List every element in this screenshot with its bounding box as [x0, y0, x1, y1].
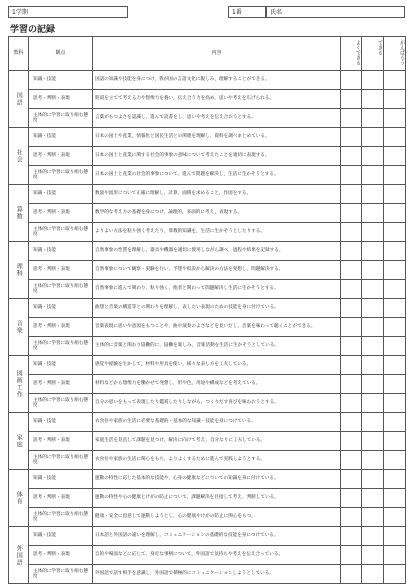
viewpoint-cell: 思考・判断・表現	[29, 204, 93, 223]
content-cell: 音楽表現に思いや意図をもつことや，曲や演奏のよさなどを見いだし，音楽を味わって聴くことができる。	[93, 318, 341, 337]
eval-cell-good[interactable]	[362, 489, 384, 508]
eval-cell-effort[interactable]	[384, 318, 406, 337]
viewpoint-cell: 知識・技能	[29, 470, 93, 489]
eval-cell-excellent[interactable]	[341, 223, 362, 242]
eval-cell-effort[interactable]	[384, 451, 406, 470]
content-cell: 自然事象に進んで関わり，粘り強く，他者と関わって問題解決し生活に生かそうとする。	[93, 280, 341, 299]
eval-cell-effort[interactable]	[384, 166, 406, 185]
record-row	[9, 470, 406, 489]
eval-cell-good[interactable]	[362, 318, 384, 337]
eval-cell-effort[interactable]	[384, 71, 406, 90]
eval-cell-excellent[interactable]	[341, 147, 362, 166]
eval-header-excellent: よくできる	[341, 37, 362, 71]
eval-cell-good[interactable]	[362, 413, 384, 432]
viewpoint-cell: 主体的に学習に取り組む態度	[29, 451, 93, 470]
eval-cell-good[interactable]	[362, 508, 384, 527]
record-row	[9, 204, 406, 223]
viewpoint-cell: 知識・技能	[29, 71, 93, 90]
record-row	[9, 223, 406, 242]
eval-cell-excellent[interactable]	[341, 261, 362, 280]
viewpoint-cell: 知識・技能	[29, 356, 93, 375]
eval-cell-good[interactable]	[362, 527, 384, 546]
eval-cell-excellent[interactable]	[341, 508, 362, 527]
record-row	[9, 337, 406, 356]
eval-cell-excellent[interactable]	[341, 470, 362, 489]
content-cell: 運動の特性に応じた基本的な技能や，心身の健康などについての知識を身に付けている。	[93, 470, 341, 489]
content-cell: 自分の思いをもって表現したり鑑賞したりしながら，つくりだす喜びを味わおうとする。	[93, 394, 341, 413]
record-row	[9, 90, 406, 109]
eval-cell-effort[interactable]	[384, 337, 406, 356]
eval-cell-good[interactable]	[362, 451, 384, 470]
viewpoint-cell: 主体的に学習に取り組む態度	[29, 508, 93, 527]
eval-cell-excellent[interactable]	[341, 356, 362, 375]
eval-cell-effort[interactable]	[384, 261, 406, 280]
viewpoint-cell: 思考・判断・表現	[29, 90, 93, 109]
eval-cell-effort[interactable]	[384, 90, 406, 109]
eval-cell-good[interactable]	[362, 261, 384, 280]
eval-cell-excellent[interactable]	[341, 565, 362, 584]
record-row	[9, 185, 406, 204]
eval-cell-effort[interactable]	[384, 470, 406, 489]
eval-cell-effort[interactable]	[384, 489, 406, 508]
viewpoint-header: 観点	[29, 37, 93, 71]
class-number-box: 1番	[228, 6, 266, 18]
eval-cell-effort[interactable]	[384, 109, 406, 128]
eval-cell-excellent[interactable]	[341, 432, 362, 451]
viewpoint-cell: 思考・判断・表現	[29, 375, 93, 394]
record-row	[9, 109, 406, 128]
viewpoint-cell: 主体的に学習に取り組む態度	[29, 565, 93, 584]
viewpoint-cell: 知識・技能	[29, 128, 93, 147]
content-cell: 国語の知識や技能を身につけ，我が国の言語文化に親しみ，理解することができる。	[93, 71, 341, 90]
eval-cell-excellent[interactable]	[341, 242, 362, 261]
subject-cell: 理科	[9, 242, 29, 299]
content-cell: 曲想と音楽の構造等との関わりを理解し，表したい表現のための技能を身に付けている。	[93, 299, 341, 318]
content-cell: 主体的に音楽と関わり協働的に，協働を楽しみ，音楽活動を生活に生かそうとしている。	[93, 337, 341, 356]
eval-cell-good[interactable]	[362, 223, 384, 242]
subject-cell: 社会	[9, 128, 29, 185]
eval-cell-good[interactable]	[362, 375, 384, 394]
content-cell: 言葉がもつよさを認識し，進んで読書をし，思いや考えを伝え合おうとする。	[93, 109, 341, 128]
eval-cell-effort[interactable]	[384, 394, 406, 413]
eval-cell-good[interactable]	[362, 565, 384, 584]
viewpoint-cell: 思考・判断・表現	[29, 546, 93, 565]
record-body	[9, 71, 406, 584]
eval-cell-good[interactable]	[362, 470, 384, 489]
eval-cell-effort[interactable]	[384, 185, 406, 204]
content-cell: 数量や図形について正確に理解し，計算，面積を求めること，作図をする。	[93, 185, 341, 204]
viewpoint-cell: 主体的に学習に取り組む態度	[29, 166, 93, 185]
content-cell: 自然事象の性質を理解し，器具や機器を適切に使用しながら調べ，過程や結果を記録する。	[93, 242, 341, 261]
record-row	[9, 394, 406, 413]
eval-cell-good[interactable]	[362, 432, 384, 451]
eval-header-good: できる	[362, 37, 384, 71]
viewpoint-cell: 知識・技能	[29, 242, 93, 261]
content-cell: よりよい方法を粘り強く考えたり，算数的知識を，生活に生かそうとしたりする。	[93, 223, 341, 242]
subject-cell: 外国語	[9, 527, 29, 584]
eval-cell-good[interactable]	[362, 546, 384, 565]
eval-cell-excellent[interactable]	[341, 451, 362, 470]
eval-cell-effort[interactable]	[384, 299, 406, 318]
eval-cell-effort[interactable]	[384, 128, 406, 147]
viewpoint-cell: 主体的に学習に取り組む態度	[29, 280, 93, 299]
viewpoint-cell: 主体的に学習に取り組む態度	[29, 223, 93, 242]
content-cell: 材料などから想像力を働かせて発想し，形や色，用途や構成などを考えている。	[93, 375, 341, 394]
content-cell: 感覚や経験を生かして，材料や用具を使い，様々な表し方を工夫している。	[93, 356, 341, 375]
record-row	[9, 565, 406, 584]
eval-cell-good[interactable]	[362, 337, 384, 356]
eval-cell-effort[interactable]	[384, 546, 406, 565]
viewpoint-cell: 知識・技能	[29, 413, 93, 432]
eval-cell-excellent[interactable]	[341, 337, 362, 356]
eval-cell-effort[interactable]	[384, 508, 406, 527]
record-table	[8, 36, 406, 584]
viewpoint-cell: 思考・判断・表現	[29, 318, 93, 337]
record-row	[9, 71, 406, 90]
eval-cell-excellent[interactable]	[341, 413, 362, 432]
eval-cell-good[interactable]	[362, 394, 384, 413]
record-row	[9, 261, 406, 280]
subject-header: 教科	[9, 37, 29, 71]
record-row	[9, 128, 406, 147]
eval-cell-good[interactable]	[362, 90, 384, 109]
page-header	[8, 6, 405, 19]
viewpoint-cell: 思考・判断・表現	[29, 432, 93, 451]
eval-cell-effort[interactable]	[384, 432, 406, 451]
eval-cell-effort[interactable]	[384, 147, 406, 166]
eval-cell-excellent[interactable]	[341, 71, 362, 90]
eval-cell-good[interactable]	[362, 204, 384, 223]
record-row	[9, 299, 406, 318]
record-row	[9, 451, 406, 470]
eval-cell-excellent[interactable]	[341, 90, 362, 109]
name-label: 氏名	[270, 9, 283, 16]
record-row	[9, 356, 406, 375]
record-row	[9, 489, 406, 508]
eval-cell-good[interactable]	[362, 109, 384, 128]
eval-cell-good[interactable]	[362, 166, 384, 185]
eval-cell-excellent[interactable]	[341, 489, 362, 508]
content-cell: 家庭生活を見直して課題を見つけ，解決に向けて考え，自分なりに工夫している。	[93, 432, 341, 451]
record-row	[9, 413, 406, 432]
eval-cell-excellent[interactable]	[341, 318, 362, 337]
subject-cell: 家庭	[9, 413, 29, 470]
eval-cell-excellent[interactable]	[341, 280, 362, 299]
content-cell: 日本の国土と産業の社会的事象について，進んで問題を解決し，生活に生かそうとする。	[93, 166, 341, 185]
content-cell: 筋道を立てて考える力や想像力を養い，伝え合う力を高め，思いや考えを広げられる。	[93, 90, 341, 109]
content-cell: 日本の国土や産業，情報化と国民生活との関連を理解し，資料を調べまとめている。	[93, 128, 341, 147]
viewpoint-cell: 主体的に学習に取り組む態度	[29, 109, 93, 128]
record-row	[9, 375, 406, 394]
content-cell: 自然事象について観察・実験を行い，予想や仮説から解決の方法を発想し，問題解決する。	[93, 261, 341, 280]
content-cell: 健康・安全に留意して運動しようとし，心の健康やけがの防止に関心をもつ。	[93, 508, 341, 527]
eval-cell-effort[interactable]	[384, 223, 406, 242]
eval-cell-good[interactable]	[362, 147, 384, 166]
eval-cell-good[interactable]	[362, 280, 384, 299]
page-title: 学習の記録	[10, 25, 56, 35]
content-cell: 衣食住や家族の生活に関心をもち，よりよくするために進んで実践しようとする。	[93, 451, 341, 470]
record-row	[9, 546, 406, 565]
content-cell: 数学的な考え方の基礎を身につけ，論理的，多面的に考え，表現する。	[93, 204, 341, 223]
name-box	[266, 6, 405, 18]
eval-cell-good[interactable]	[362, 185, 384, 204]
eval-cell-excellent[interactable]	[341, 375, 362, 394]
content-cell: 運動の特性や心の健康とけがの防止について，課題解決を目指して考え，判断している。	[93, 489, 341, 508]
eval-cell-effort[interactable]	[384, 204, 406, 223]
content-cell: 日本語と外国語の違いを理解し，コミュニケーションの基礎的な技能を身につけている。	[93, 527, 341, 546]
subject-cell: 体育	[9, 470, 29, 527]
viewpoint-cell: 知識・技能	[29, 527, 93, 546]
eval-cell-good[interactable]	[362, 356, 384, 375]
eval-cell-good[interactable]	[362, 299, 384, 318]
eval-cell-excellent[interactable]	[341, 109, 362, 128]
content-cell: 外国語で話す相手を意識し，外国語で積極的にコミュニケーションしようとしている。	[93, 565, 341, 584]
viewpoint-cell: 思考・判断・表現	[29, 147, 93, 166]
eval-cell-good[interactable]	[362, 242, 384, 261]
record-row	[9, 280, 406, 299]
content-cell: 日本の国土と産業に関する社会的事象の意味について考えたことを適切に表現する。	[93, 147, 341, 166]
viewpoint-cell: 知識・技能	[29, 299, 93, 318]
viewpoint-cell: 主体的に学習に取り組む態度	[29, 394, 93, 413]
subject-cell: 算数	[9, 185, 29, 242]
eval-cell-effort[interactable]	[384, 375, 406, 394]
eval-cell-effort[interactable]	[384, 242, 406, 261]
eval-cell-excellent[interactable]	[341, 166, 362, 185]
eval-cell-effort[interactable]	[384, 413, 406, 432]
record-row	[9, 242, 406, 261]
subject-cell: 音楽	[9, 299, 29, 356]
content-cell: 自的や場面などに応じて，身近な事柄について，外国語で気持ちや考えを伝え合っている。	[93, 546, 341, 565]
eval-cell-excellent[interactable]	[341, 546, 362, 565]
term-box: 1学期	[8, 6, 128, 18]
record-row	[9, 147, 406, 166]
eval-header-effort: がんばろう	[384, 37, 406, 71]
subject-cell: 図画工作	[9, 356, 29, 413]
eval-cell-effort[interactable]	[384, 356, 406, 375]
eval-cell-excellent[interactable]	[341, 204, 362, 223]
eval-cell-excellent[interactable]	[341, 128, 362, 147]
eval-cell-excellent[interactable]	[341, 394, 362, 413]
eval-cell-effort[interactable]	[384, 527, 406, 546]
record-row	[9, 527, 406, 546]
record-row	[9, 508, 406, 527]
viewpoint-cell: 思考・判断・表現	[29, 489, 93, 508]
eval-cell-good[interactable]	[362, 128, 384, 147]
content-header: 内容	[93, 37, 341, 71]
record-row	[9, 318, 406, 337]
viewpoint-cell: 主体的に学習に取り組む態度	[29, 337, 93, 356]
eval-cell-effort[interactable]	[384, 280, 406, 299]
viewpoint-cell: 知識・技能	[29, 185, 93, 204]
eval-cell-good[interactable]	[362, 71, 384, 90]
record-row	[9, 432, 406, 451]
subject-cell: 国語	[9, 71, 29, 128]
eval-cell-excellent[interactable]	[341, 185, 362, 204]
content-cell: 衣食住や家族の生活に必要な基礎的・基本的な知識・技能を身につけている。	[93, 413, 341, 432]
eval-cell-excellent[interactable]	[341, 527, 362, 546]
record-row	[9, 166, 406, 185]
eval-cell-effort[interactable]	[384, 565, 406, 584]
eval-cell-excellent[interactable]	[341, 299, 362, 318]
viewpoint-cell: 思考・判断・表現	[29, 261, 93, 280]
